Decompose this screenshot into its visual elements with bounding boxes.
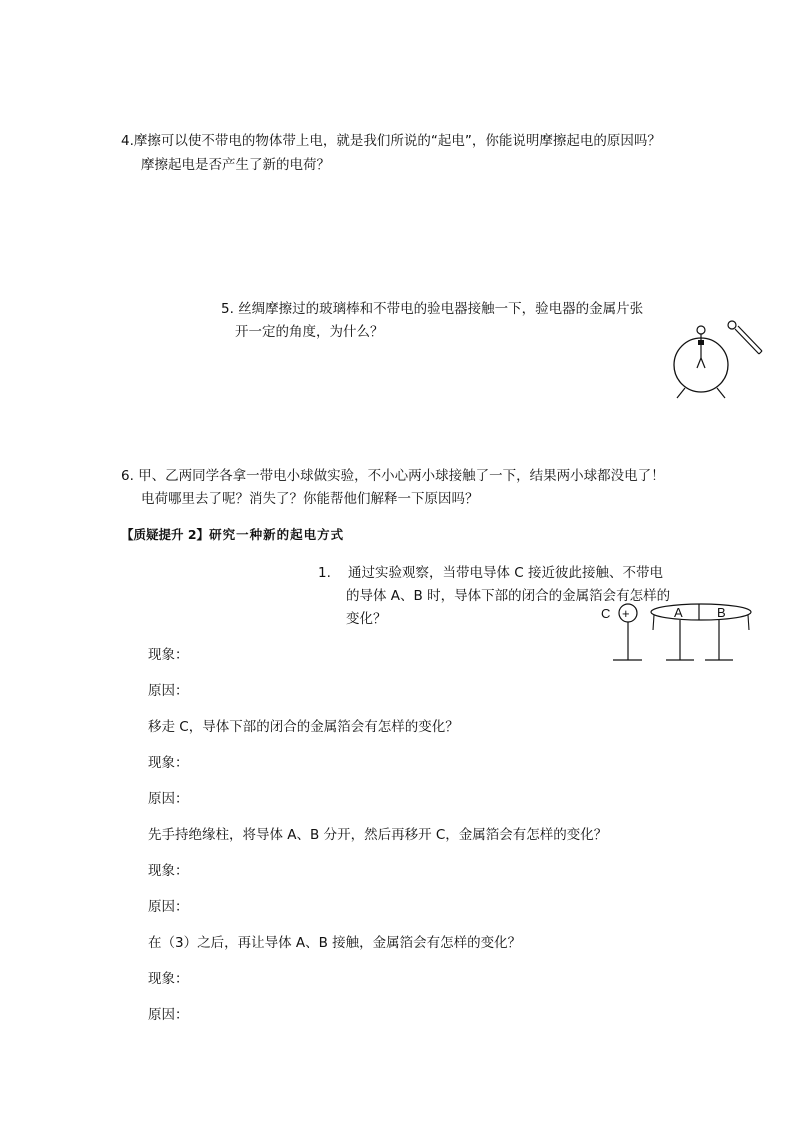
- reason-4: 原因：: [148, 1007, 189, 1023]
- section-bracket: 【质疑提升 2】: [121, 527, 210, 542]
- q5-line1: 5. 丝绸摩擦过的玻璃棒和不带电的验电器接触一下，验电器的金属片张: [221, 301, 644, 317]
- glass-rod-edge-1: [735, 329, 759, 354]
- glass-rod-tip: [728, 321, 736, 329]
- q4-line2: 摩擦起电是否产生了新的电荷？: [141, 157, 330, 173]
- section-title: 研究一种新的起电方式: [209, 527, 345, 542]
- step-2: 移走 C，导体下部的闭合的金属箔会有怎样的变化？: [148, 719, 459, 735]
- exp-line3: 变化？: [346, 611, 387, 627]
- exp-number: 1.: [318, 565, 331, 581]
- electroscope-diagram: [668, 318, 768, 408]
- conductor-a-label: A: [674, 605, 683, 620]
- electroscope-stopper: [698, 340, 704, 345]
- electroscope-leaf-left: [697, 358, 701, 368]
- charge-c-label: C: [601, 606, 611, 621]
- electroscope-knob: [697, 326, 705, 334]
- foil-left: [653, 615, 654, 630]
- electroscope-leaf-right: [701, 358, 705, 368]
- phenomenon-3: 现象：: [148, 863, 189, 879]
- exp-line1: 通过实验观察，当带电导体 C 接近彼此接触、不带电: [348, 565, 664, 581]
- q4-line1: 4.摩擦可以使不带电的物体带上电，就是我们所说的“起电”，你能说明摩擦起电的原因吗？: [121, 133, 661, 149]
- step-4: 在（3）之后，再让导体 A、B 接触，金属箔会有怎样的变化？: [148, 935, 522, 951]
- plus-sign: +: [622, 606, 630, 621]
- reason-3: 原因：: [148, 899, 189, 915]
- exp-line2: 的导体 A、B 时，导体下部的闭合的金属箔会有怎样的: [346, 588, 671, 604]
- reason-1: 原因：: [148, 683, 189, 699]
- phenomenon-2: 现象：: [148, 755, 189, 771]
- electroscope-leg-right: [717, 388, 725, 398]
- foil-right: [748, 615, 749, 630]
- phenomenon-1: 现象：: [148, 647, 189, 663]
- electroscope-leg-left: [677, 388, 685, 398]
- conductor-b-label: B: [717, 605, 726, 620]
- phenomenon-4: 现象：: [148, 971, 189, 987]
- section-heading: [121, 526, 344, 544]
- q6-line2: 电荷哪里去了呢？消失了？你能帮他们解释一下原因吗？: [141, 491, 479, 507]
- glass-rod-edge-2: [738, 326, 762, 351]
- conductor-diagram: [600, 598, 760, 668]
- conductor-ab: [651, 604, 751, 620]
- q6-line1: 6. 甲、乙两同学各拿一带电小球做实验，不小心两小球接触了一下，结果两小球都没电了！: [121, 468, 665, 484]
- step-3: 先手持绝缘柱，将导体 A、B 分开，然后再移开 C，金属箔会有怎样的变化？: [148, 827, 608, 843]
- q5-line2: 开一定的角度，为什么？: [235, 324, 384, 340]
- glass-rod-end: [759, 351, 762, 354]
- reason-2: 原因：: [148, 791, 189, 807]
